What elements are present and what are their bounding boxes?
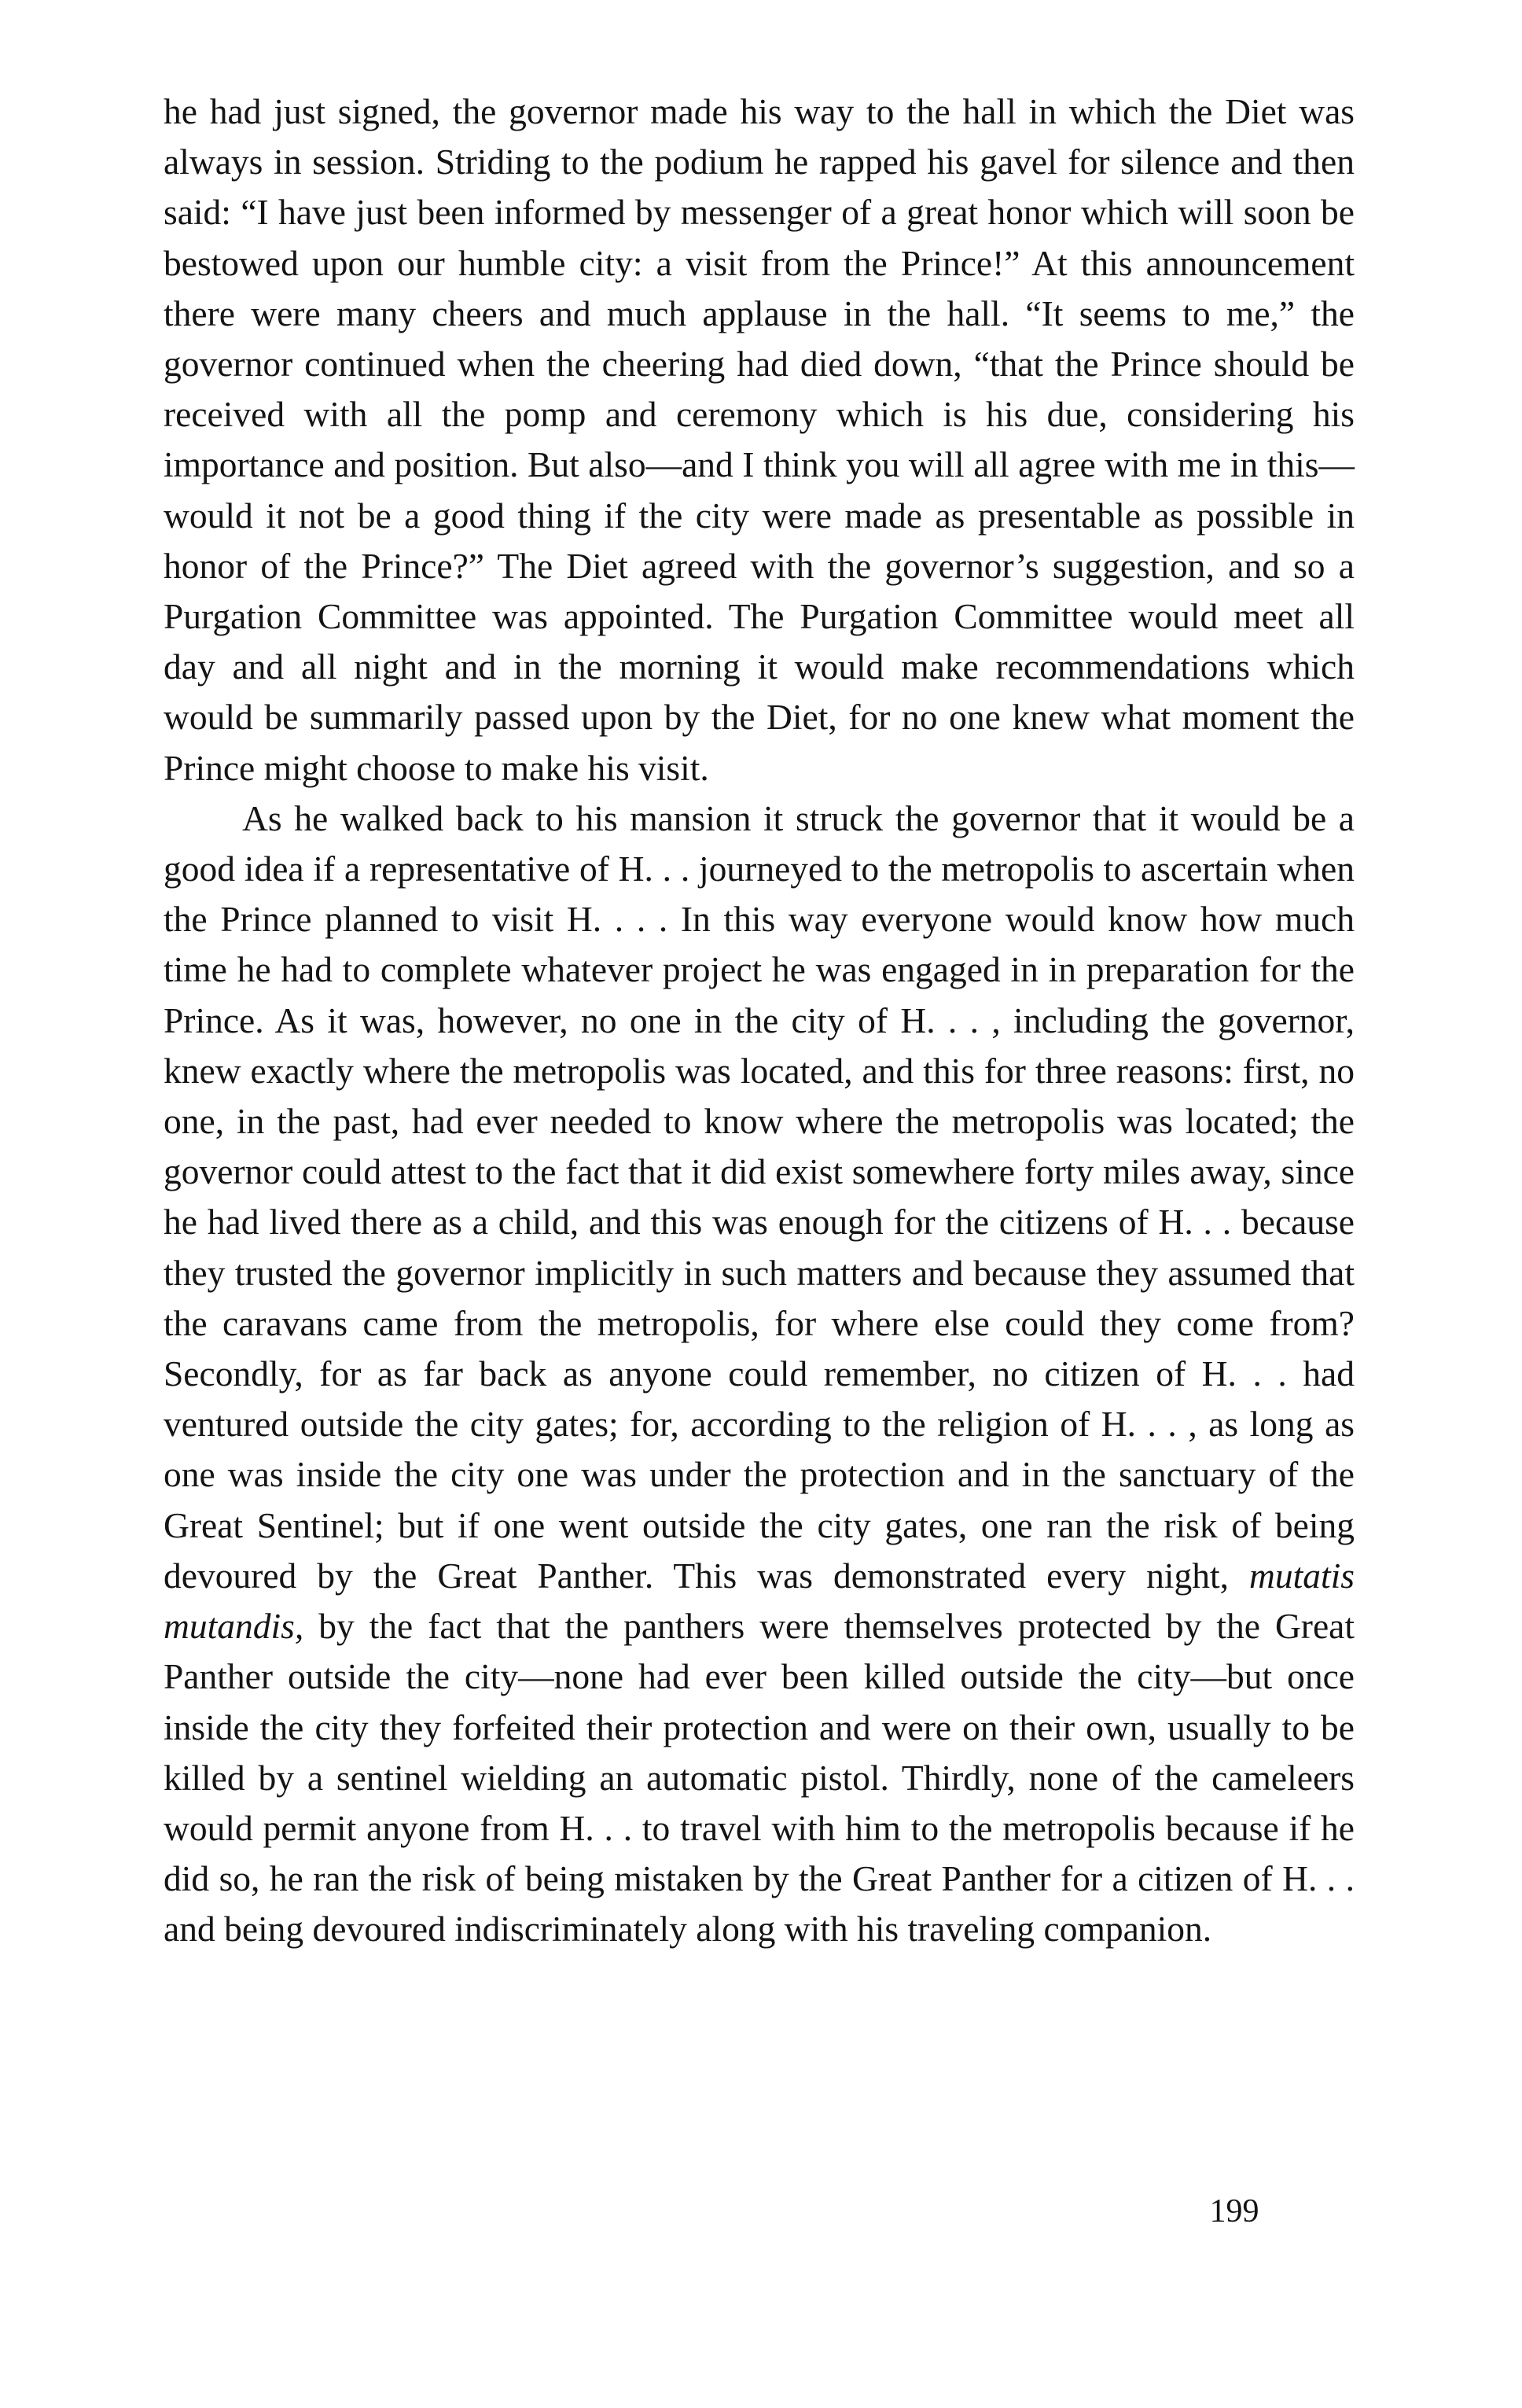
paragraph-2-text-part-2: by the fact that the panthers were themselves protected by the Great Panther outside the city—none had ever been killed outside the city—but once inside the city they forfeited their protection and were on their own, usually to be killed by a sentinel wielding an automatic pistol. Thirdly, none of the cameleers would permit anyone from H. . . to travel with him to the metropolis because if he did so, he ran the risk of being mistaken by the Great Panther for a citizen of H. . . and being devoured indiscriminately along with his traveling companion. <box>164 1606 1355 1950</box>
paragraph-1-text: he had just signed, the governor made his way to the hall in which the Diet was always in session. Striding to the podium he rapped his gavel for silence and then said: “I have just been informed by messenger of a great honor which will soon be bestowed upon our humble city: a visit from the Prince!” At this announcement there were many cheers and much applause in the hall. “It seems to me,” the governor continued when the cheering had died down, “that the Prince should be received with all the pomp and ceremony which is his due, considering his importance and position. But also—and I think you will all agree with me in this—would it not be a good thing if the city were made as presentable as possible in honor of the Prince?” The Diet agreed with the governor’s suggestion, and so a Purgation Committee was appointed. The Purgation Committee would meet all day and all night and in the morning it would make recommendations which would be summarily passed upon by the Diet, for no one knew what moment the Prince might choose to make his visit. <box>164 91 1355 788</box>
paragraph-continued <box>164 87 1355 793</box>
body-text <box>164 87 1355 1955</box>
paragraph-governor-walk <box>164 793 1355 1955</box>
paragraph-2-text-part-1: As he walked back to his mansion it struck the governor that it would be a good idea if a representative of H. . . journeyed to the metropolis to ascertain when the Prince planned to visit H. . . . In this way everyone would know how much time he had to complete whatever project he was engaged in in preparation for the Prince. As it was, however, no one in the city of H. . . , including the governor, knew exactly where the metropolis was located, and this for three reasons: first, no one, in the past, had ever needed to know where the metropolis was located; the governor could attest to the fact that it did exist somewhere forty miles away, since he had lived there as a child, and this was enough for the citizens of H. . . because they trusted the governor implicitly in such matters and because they assumed that the caravans came from the metropolis, for where else could they come from? Secondly, for as far back as anyone could remember, no citizen of H. . . had ventured outside the city gates; for, according to the religion of H. . . , as long as one was inside the city one was under the protection and in the sanctuary of the Great Sentinel; but if one went outside the city gates, one ran the risk of being devoured by the Great Panther. This was demonstrated every night, <box>164 797 1355 1596</box>
page-number: 199 <box>1209 2193 1259 2229</box>
italic-latin-phrase: mutatis mutandis, <box>164 1555 1355 1647</box>
